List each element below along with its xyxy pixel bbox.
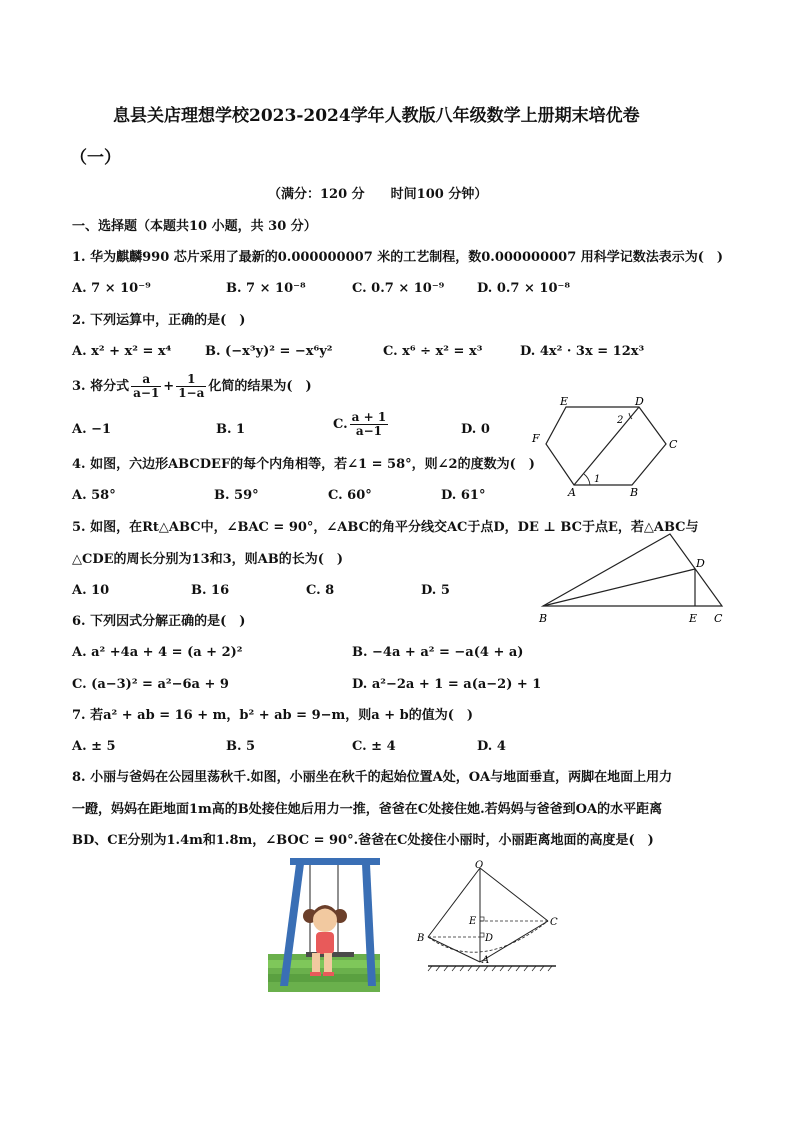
hex-angle-2: 2 [617,415,624,426]
tri-label-b: B [539,612,548,625]
q5-stem-line2: △CDE的周长分别为13和3，则AB的长为( ) [72,552,344,567]
page-title-line2: （一） [70,148,121,168]
q3-option-c [333,410,390,440]
q3-stem [72,372,312,402]
exam-subtitle: （满分：120 分 时间100 分钟） [268,187,488,202]
q3-option-a: A. −1 [72,422,112,437]
q5-stem-line1: 5. 如图，在Rt△ABC中，∠BAC = 90°，∠ABC的角平分线交AC于点D，DE ⊥ BC于点E，若△ABC与 [72,520,699,535]
right-triangle-figure [536,527,730,629]
hex-label-a: A [568,486,576,499]
q3-c-label: C. [333,417,348,432]
q7-option-d: D. 4 [477,739,506,754]
q3-f2-den: 1−a [178,386,205,400]
tri-label-e: E [689,612,698,625]
q1-stem: 1. 华为麒麟990 芯片采用了最新的0.000000007 米的工艺制程，数0.000000007 用科学记数法表示为( ) [72,250,724,265]
q1-option-b: B. 7 × 10⁻⁸ [226,281,306,296]
q3-c-den: a−1 [355,424,383,438]
q5-option-d: D. 5 [421,583,450,598]
q6-option-b: B. −4a + a² = −a(4 + a) [352,645,524,660]
q3-f1-num: a [131,373,161,387]
q2-option-b: B. (−x³y)² = −x⁶y² [205,344,333,359]
q3-f2-num: 1 [176,373,206,387]
q4-option-a: A. 58° [72,488,116,503]
swing-label-c: C [550,917,558,928]
swing-label-b: B [417,933,425,944]
tri-label-c: C [714,612,723,625]
q8-stem-line1: 8. 小丽与爸妈在公园里荡秋千.如图，小丽坐在秋千的起始位置A处，OA与地面垂直，两脚在地面上用力 [72,770,673,785]
swing-label-o: O [475,860,484,871]
q6-stem: 6. 下列因式分解正确的是( ) [72,614,246,629]
q3-stem-pre: 3. 将分式 [72,379,130,394]
swing-label-d: D [485,933,494,944]
q4-option-d: D. 61° [441,488,486,503]
hexagon-figure [526,392,696,500]
q6-option-d: D. a²−2a + 1 = a(a−2) + 1 [352,677,542,692]
q3-fraction-2 [176,373,206,400]
q8-stem-line2: 一蹬，妈妈在距地面1m高的B处接住她后用力一推，爸爸在C处接住她.若妈妈与爸爸到OA的水平距离 [72,802,663,817]
tri-label-d: D [696,557,705,570]
q5-option-c: C. 8 [306,583,335,598]
q1-option-c: C. 0.7 × 10⁻⁹ [352,281,445,296]
q3-option-b: B. 1 [216,422,246,437]
q3-c-fraction [350,411,389,438]
swing-illustration [268,856,380,992]
q3-fraction-1 [131,373,161,400]
hex-label-f: F [532,432,540,445]
q3-f1-den: a−1 [133,386,160,400]
q2-option-a: A. x² + x² = x⁴ [72,344,172,359]
hex-angle-1: 1 [594,474,601,485]
q1-option-a: A. 7 × 10⁻⁹ [72,281,151,296]
q3-stem-post: 化简的结果为( ) [208,379,312,394]
q2-option-c: C. x⁶ ÷ x² = x³ [383,344,483,359]
section-heading: 一、选择题（本题共10 小题，共 30 分） [72,219,317,234]
q4-option-c: C. 60° [328,488,372,503]
q3-option-d: D. 0 [461,422,490,437]
q3-c-num: a + 1 [351,410,387,424]
q4-option-b: B. 59° [214,488,259,503]
q5-option-b: B. 16 [191,583,230,598]
q3-plus: + [163,379,175,394]
hex-label-e: E [560,395,569,408]
q2-stem: 2. 下列运算中，正确的是( ) [72,313,246,328]
q6-option-c: C. (a−3)² = a²−6a + 9 [72,677,229,692]
q7-option-a: A. ± 5 [72,739,116,754]
hex-label-b: B [630,486,639,499]
q8-stem-line3: BD、CE分别为1.4m和1.8m，∠BOC = 90°.爸爸在C处接住小丽时，小丽距离地面的高度是( ) [72,833,654,848]
hex-label-d: D [635,395,644,408]
swing-label-a: A [482,955,490,966]
q7-option-b: B. 5 [226,739,256,754]
q5-option-a: A. 10 [72,583,110,598]
q7-stem: 7. 若a² + ab = 16 + m，b² + ab = 9−m，则a + b的值为( ) [72,708,474,723]
q7-option-c: C. ± 4 [352,739,396,754]
q2-option-d: D. 4x² · 3x = 12x³ [520,344,645,359]
q4-stem: 4. 如图，六边形ABCDEF的每个内角相等，若∠1 = 58°，则∠2的度数为( ) [72,457,535,472]
hex-label-c: C [669,438,678,451]
q1-option-d: D. 0.7 × 10⁻⁸ [477,281,571,296]
page-title: 息县关店理想学校2023-2024学年人教版八年级数学上册期末培优卷 [113,106,640,126]
q6-option-a: A. a² +4a + 4 = (a + 2)² [72,645,243,660]
swing-label-e: E [469,916,477,927]
swing-geometry-figure [412,858,564,976]
